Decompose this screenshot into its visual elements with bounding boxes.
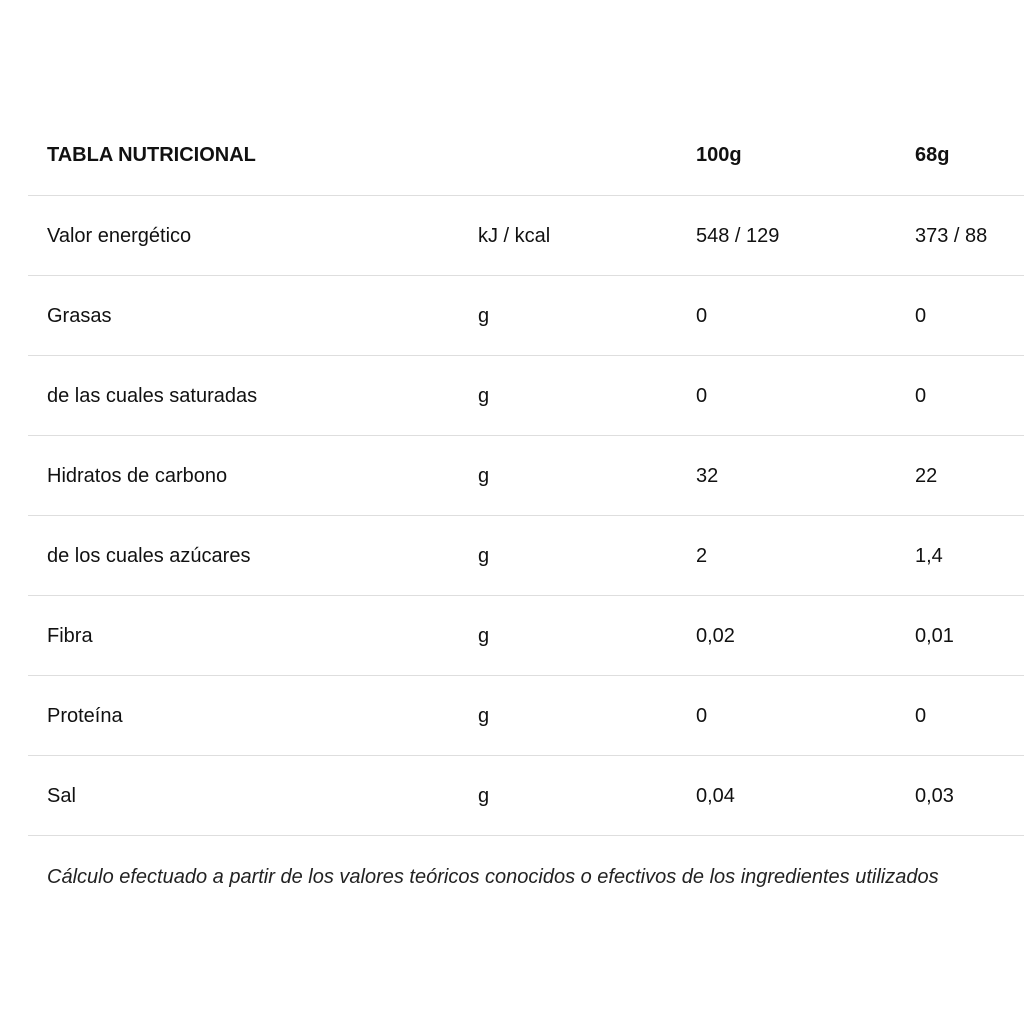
nutrient-unit: g xyxy=(478,465,490,487)
value-per-68g: 0 xyxy=(915,305,927,327)
nutrient-name: Proteína xyxy=(47,705,123,727)
value-per-100g: 0 xyxy=(696,305,708,327)
value-per-100g: 0 xyxy=(696,385,708,407)
nutrient-name: de los cuales azúcares xyxy=(47,545,251,567)
value-per-68g: 0,01 xyxy=(915,625,954,647)
column-header-68g: 68g xyxy=(915,144,950,166)
table-row-azucares xyxy=(28,516,1024,596)
nutrient-unit: kJ / kcal xyxy=(478,225,551,247)
value-per-68g: 0 xyxy=(915,385,927,407)
value-per-100g: 2 xyxy=(696,545,708,567)
table-row-hidratos xyxy=(28,436,1024,516)
table-row-sal xyxy=(28,756,1024,836)
value-per-68g: 22 xyxy=(915,465,938,487)
value-per-100g: 32 xyxy=(696,465,719,487)
nutrient-unit: g xyxy=(478,545,490,567)
nutrient-unit: g xyxy=(478,305,490,327)
table-row-valor-energetico xyxy=(28,196,1024,276)
nutrient-name: Fibra xyxy=(47,625,93,647)
nutrient-unit: g xyxy=(478,385,490,407)
value-per-68g: 0,03 xyxy=(915,785,954,807)
value-per-100g: 0 xyxy=(696,705,708,727)
table-title: TABLA NUTRICIONAL xyxy=(47,144,256,166)
calculation-footnote: Cálculo efectuado a partir de los valores teóricos conocidos o efectivos de los ingredientes utilizados xyxy=(47,866,939,888)
nutrient-name: Grasas xyxy=(47,305,112,327)
table-row-grasas xyxy=(28,276,1024,356)
nutrient-unit: g xyxy=(478,785,490,807)
nutrient-name: de las cuales saturadas xyxy=(47,385,258,407)
nutrient-name: Valor energético xyxy=(47,225,192,247)
value-per-100g: 0,02 xyxy=(696,625,735,647)
nutrient-name: Hidratos de carbono xyxy=(47,465,228,487)
value-per-68g: 373 / 88 xyxy=(915,225,988,247)
nutrient-name: Sal xyxy=(47,785,76,807)
nutrient-unit: g xyxy=(478,625,490,647)
value-per-68g: 0 xyxy=(915,705,927,727)
table-row-fibra xyxy=(28,596,1024,676)
table-row-proteina xyxy=(28,676,1024,756)
table-header-row xyxy=(28,114,1024,196)
value-per-68g: 1,4 xyxy=(915,545,943,567)
column-header-100g: 100g xyxy=(696,144,742,166)
nutrient-unit: g xyxy=(478,705,490,727)
value-per-100g: 548 / 129 xyxy=(696,225,780,247)
nutrition-table xyxy=(28,114,1024,836)
value-per-100g: 0,04 xyxy=(696,785,735,807)
table-row-saturadas xyxy=(28,356,1024,436)
